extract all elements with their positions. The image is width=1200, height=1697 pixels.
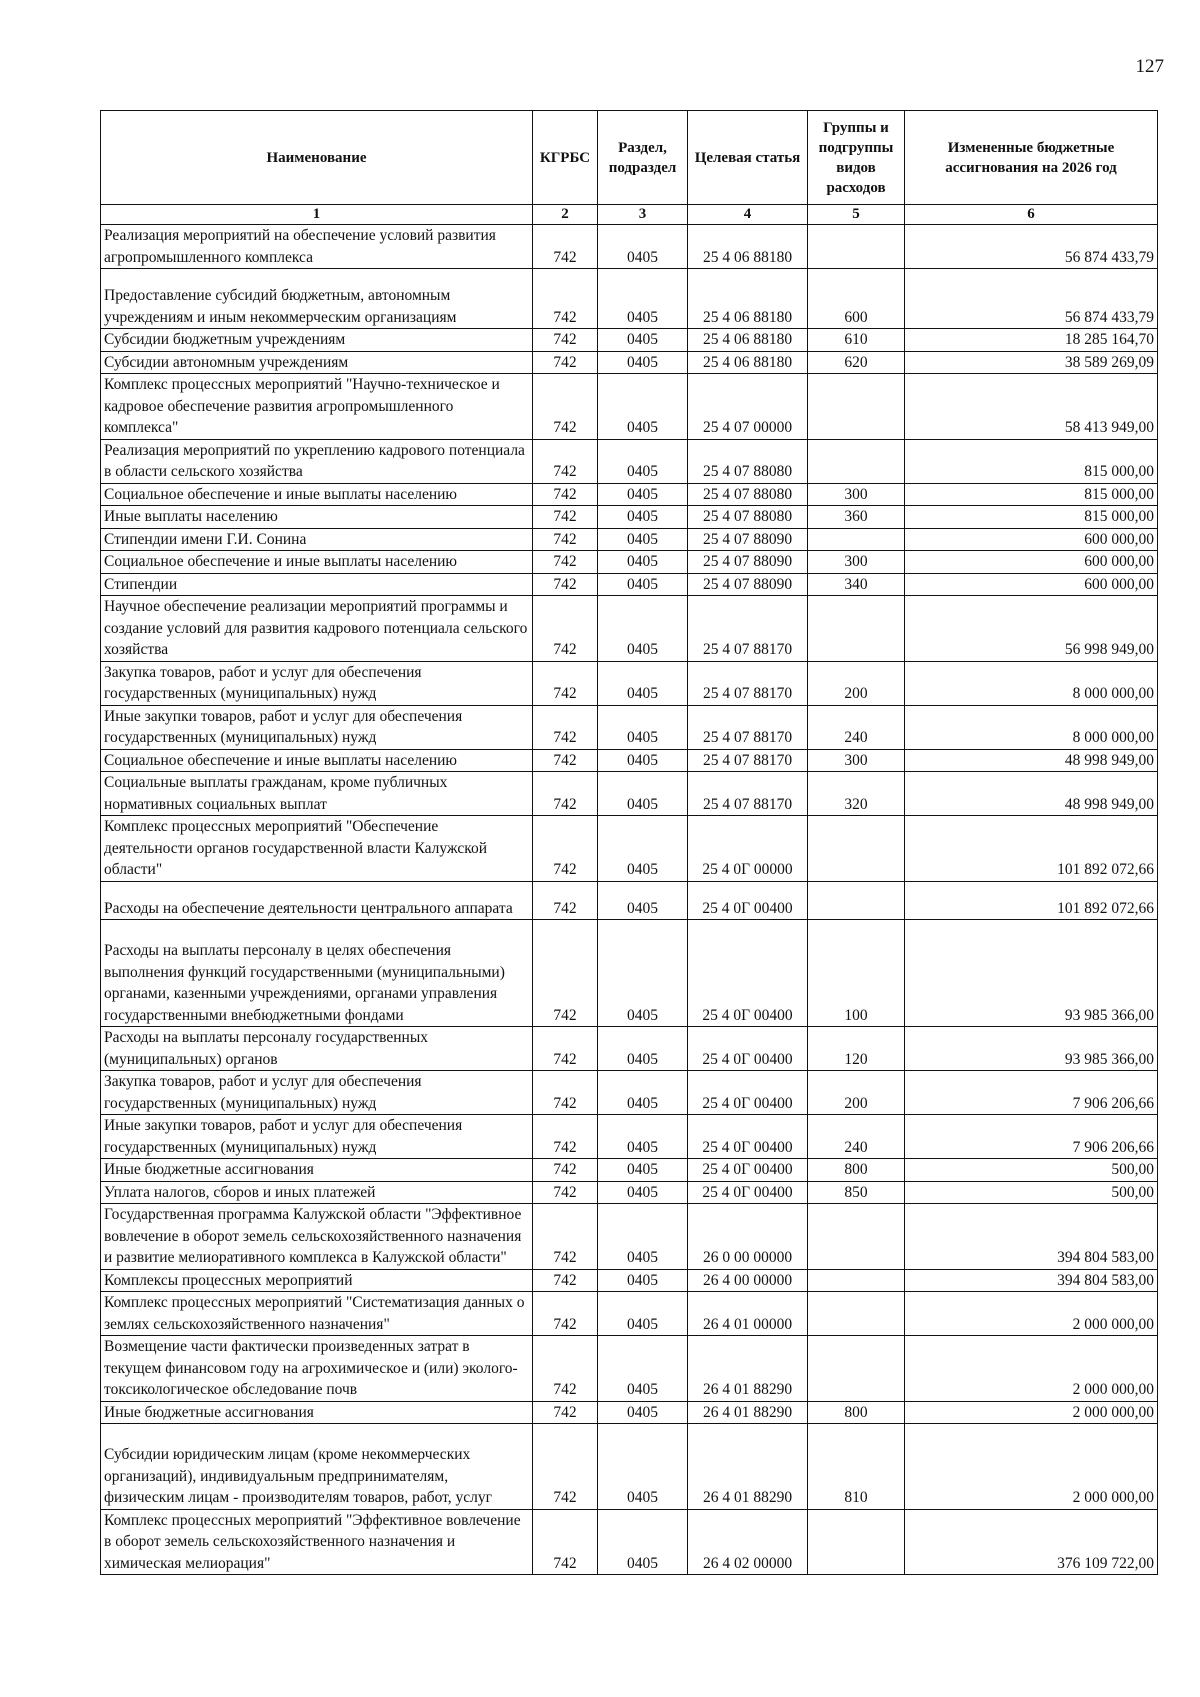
row-target: 26 4 01 88290 <box>688 1401 808 1424</box>
row-section: 0405 <box>598 661 688 705</box>
row-kgrbs: 742 <box>533 1181 598 1204</box>
row-kgrbs: 742 <box>533 573 598 596</box>
table-row <box>101 483 1158 506</box>
row-kgrbs: 742 <box>533 705 598 749</box>
row-section: 0405 <box>598 506 688 529</box>
row-group <box>808 881 905 920</box>
row-kgrbs: 742 <box>533 506 598 529</box>
row-name: Социальное обеспечение и иные выплаты населению <box>101 749 533 772</box>
row-amount: 38 589 269,09 <box>905 351 1158 374</box>
row-amount: 58 413 949,00 <box>905 374 1158 440</box>
table-row <box>101 1509 1158 1575</box>
row-target: 25 4 07 88170 <box>688 705 808 749</box>
table-row <box>101 329 1158 352</box>
row-group <box>808 1204 905 1270</box>
row-name: Субсидии автономным учреждениям <box>101 351 533 374</box>
row-group <box>808 225 905 269</box>
row-target: 26 0 00 00000 <box>688 1204 808 1270</box>
row-section: 0405 <box>598 528 688 551</box>
table-row <box>101 269 1158 329</box>
row-target: 25 4 06 88180 <box>688 225 808 269</box>
column-number: 2 <box>533 205 598 225</box>
table-row <box>101 596 1158 662</box>
row-kgrbs: 742 <box>533 772 598 816</box>
row-amount: 101 892 072,66 <box>905 816 1158 882</box>
row-section: 0405 <box>598 1292 688 1336</box>
row-amount: 101 892 072,66 <box>905 881 1158 920</box>
row-group: 800 <box>808 1159 905 1182</box>
row-amount: 7 906 206,66 <box>905 1115 1158 1159</box>
row-group: 340 <box>808 573 905 596</box>
row-name: Комплекс процессных мероприятий "Обеспечение деятельности органов государственной власти Калужской области" <box>101 816 533 882</box>
column-number: 4 <box>688 205 808 225</box>
row-section: 0405 <box>598 816 688 882</box>
row-amount: 394 804 583,00 <box>905 1204 1158 1270</box>
row-kgrbs: 742 <box>533 1115 598 1159</box>
row-group <box>808 596 905 662</box>
row-name: Стипендии имени Г.И. Сонина <box>101 528 533 551</box>
row-target: 25 4 07 88080 <box>688 506 808 529</box>
row-section: 0405 <box>598 1509 688 1575</box>
row-kgrbs: 742 <box>533 816 598 882</box>
table-body <box>101 225 1158 1575</box>
row-amount: 815 000,00 <box>905 483 1158 506</box>
row-target: 26 4 01 88290 <box>688 1424 808 1510</box>
column-number: 5 <box>808 205 905 225</box>
row-amount: 8 000 000,00 <box>905 661 1158 705</box>
row-amount: 815 000,00 <box>905 506 1158 529</box>
row-name: Государственная программа Калужской области "Эффективное вовлечение в оборот земель сельскохозяйственного назначения и развитие мелиоративного комплекса в Калужской области" <box>101 1204 533 1270</box>
row-target: 25 4 0Г 00400 <box>688 1027 808 1071</box>
row-kgrbs: 742 <box>533 1204 598 1270</box>
row-group <box>808 1269 905 1292</box>
row-amount: 56 998 949,00 <box>905 596 1158 662</box>
row-kgrbs: 742 <box>533 661 598 705</box>
header-groups: Группы и подгруппы видов расходов <box>808 111 905 205</box>
row-section: 0405 <box>598 351 688 374</box>
row-target: 25 4 07 88090 <box>688 528 808 551</box>
row-group <box>808 1292 905 1336</box>
row-target: 25 4 06 88180 <box>688 269 808 329</box>
row-section: 0405 <box>598 225 688 269</box>
row-kgrbs: 742 <box>533 1071 598 1115</box>
row-kgrbs: 742 <box>533 920 598 1027</box>
row-group: 240 <box>808 1115 905 1159</box>
row-target: 25 4 0Г 00000 <box>688 816 808 882</box>
page-number: 127 <box>1135 56 1164 77</box>
row-target: 26 4 01 00000 <box>688 1292 808 1336</box>
row-section: 0405 <box>598 1269 688 1292</box>
table-row <box>101 506 1158 529</box>
column-number: 1 <box>101 205 533 225</box>
row-kgrbs: 742 <box>533 225 598 269</box>
table-row <box>101 1071 1158 1115</box>
row-name: Иные выплаты населению <box>101 506 533 529</box>
row-name: Расходы на выплаты персоналу в целях обеспечения выполнения функций государственными (муниципальными) органами, казенными учреждениями, органами управления государственными внебюджетными фондами <box>101 920 533 1027</box>
row-name: Закупка товаров, работ и услуг для обеспечения государственных (муниципальных) нужд <box>101 661 533 705</box>
row-section: 0405 <box>598 1115 688 1159</box>
row-name: Субсидии юридическим лицам (кроме некоммерческих организаций), индивидуальным предпринимателям, физическим лицам - производителям товаров, работ, услуг <box>101 1424 533 1510</box>
row-group: 850 <box>808 1181 905 1204</box>
row-group: 200 <box>808 1071 905 1115</box>
row-name: Расходы на обеспечение деятельности центрального аппарата <box>101 881 533 920</box>
row-group: 300 <box>808 551 905 574</box>
row-group <box>808 439 905 483</box>
table-row <box>101 1269 1158 1292</box>
row-section: 0405 <box>598 1204 688 1270</box>
row-section: 0405 <box>598 1027 688 1071</box>
row-group: 610 <box>808 329 905 352</box>
row-kgrbs: 742 <box>533 483 598 506</box>
row-group: 120 <box>808 1027 905 1071</box>
row-section: 0405 <box>598 573 688 596</box>
row-name: Научное обеспечение реализации мероприятий программы и создание условий для развития кадрового потенциала сельского хозяйства <box>101 596 533 662</box>
row-amount: 376 109 722,00 <box>905 1509 1158 1575</box>
row-name: Комплекс процессных мероприятий "Систематизация данных о землях сельскохозяйственного назначения" <box>101 1292 533 1336</box>
row-name: Иные бюджетные ассигнования <box>101 1401 533 1424</box>
table-row <box>101 920 1158 1027</box>
row-section: 0405 <box>598 1424 688 1510</box>
column-number: 6 <box>905 205 1158 225</box>
row-group: 300 <box>808 749 905 772</box>
row-section: 0405 <box>598 772 688 816</box>
row-amount: 93 985 366,00 <box>905 920 1158 1027</box>
row-section: 0405 <box>598 1401 688 1424</box>
row-amount: 600 000,00 <box>905 528 1158 551</box>
row-target: 26 4 01 88290 <box>688 1336 808 1402</box>
row-group <box>808 1509 905 1575</box>
table-row <box>101 374 1158 440</box>
row-target: 25 4 06 88180 <box>688 351 808 374</box>
header-section: Раздел, подраздел <box>598 111 688 205</box>
table-row <box>101 551 1158 574</box>
row-name: Социальное обеспечение и иные выплаты населению <box>101 551 533 574</box>
row-group: 300 <box>808 483 905 506</box>
row-section: 0405 <box>598 1181 688 1204</box>
table-row <box>101 1204 1158 1270</box>
row-target: 25 4 0Г 00400 <box>688 1181 808 1204</box>
row-group: 600 <box>808 269 905 329</box>
row-name: Субсидии бюджетным учреждениям <box>101 329 533 352</box>
row-name: Комплекс процессных мероприятий "Эффективное вовлечение в оборот земель сельскохозяйственного назначения и химическая мелиорация" <box>101 1509 533 1575</box>
row-amount: 2 000 000,00 <box>905 1401 1158 1424</box>
row-kgrbs: 742 <box>533 374 598 440</box>
row-group: 100 <box>808 920 905 1027</box>
table-row <box>101 772 1158 816</box>
row-name: Стипендии <box>101 573 533 596</box>
row-name: Возмещение части фактически произведенных затрат в текущем финансовом году на агрохимическое и (или) эколого-токсикологическое обследование почв <box>101 1336 533 1402</box>
row-target: 26 4 00 00000 <box>688 1269 808 1292</box>
table-row <box>101 528 1158 551</box>
row-section: 0405 <box>598 269 688 329</box>
row-amount: 48 998 949,00 <box>905 749 1158 772</box>
row-target: 25 4 0Г 00400 <box>688 1159 808 1182</box>
row-kgrbs: 742 <box>533 439 598 483</box>
row-kgrbs: 742 <box>533 749 598 772</box>
row-section: 0405 <box>598 374 688 440</box>
table-row <box>101 439 1158 483</box>
row-target: 25 4 07 88170 <box>688 772 808 816</box>
row-kgrbs: 742 <box>533 1269 598 1292</box>
row-target: 25 4 07 88170 <box>688 749 808 772</box>
row-section: 0405 <box>598 329 688 352</box>
row-target: 25 4 07 88170 <box>688 661 808 705</box>
table-header-row <box>101 111 1158 205</box>
row-amount: 93 985 366,00 <box>905 1027 1158 1071</box>
row-kgrbs: 742 <box>533 1159 598 1182</box>
header-name: Наименование <box>101 111 533 205</box>
row-name: Социальные выплаты гражданам, кроме публичных нормативных социальных выплат <box>101 772 533 816</box>
table-row <box>101 1159 1158 1182</box>
row-group: 800 <box>808 1401 905 1424</box>
row-group: 620 <box>808 351 905 374</box>
row-target: 25 4 07 88090 <box>688 573 808 596</box>
row-name: Реализация мероприятий на обеспечение условий развития агропромышленного комплекса <box>101 225 533 269</box>
row-amount: 600 000,00 <box>905 573 1158 596</box>
row-section: 0405 <box>598 920 688 1027</box>
row-section: 0405 <box>598 439 688 483</box>
row-target: 25 4 07 88090 <box>688 551 808 574</box>
column-number: 3 <box>598 205 688 225</box>
table-row <box>101 816 1158 882</box>
row-name: Расходы на выплаты персоналу государственных (муниципальных) органов <box>101 1027 533 1071</box>
table-row <box>101 881 1158 920</box>
row-amount: 815 000,00 <box>905 439 1158 483</box>
row-target: 25 4 07 88170 <box>688 596 808 662</box>
table-row <box>101 573 1158 596</box>
row-name: Социальное обеспечение и иные выплаты населению <box>101 483 533 506</box>
row-amount: 7 906 206,66 <box>905 1071 1158 1115</box>
row-amount: 56 874 433,79 <box>905 269 1158 329</box>
row-name: Комплексы процессных мероприятий <box>101 1269 533 1292</box>
row-name: Реализация мероприятий по укреплению кадрового потенциала в области сельского хозяйства <box>101 439 533 483</box>
row-section: 0405 <box>598 1071 688 1115</box>
row-kgrbs: 742 <box>533 1027 598 1071</box>
column-number-row <box>101 205 1158 225</box>
row-target: 25 4 06 88180 <box>688 329 808 352</box>
row-name: Иные закупки товаров, работ и услуг для обеспечения государственных (муниципальных) нужд <box>101 1115 533 1159</box>
row-amount: 394 804 583,00 <box>905 1269 1158 1292</box>
table-row <box>101 351 1158 374</box>
row-section: 0405 <box>598 705 688 749</box>
row-target: 25 4 07 88080 <box>688 439 808 483</box>
row-name: Уплата налогов, сборов и иных платежей <box>101 1181 533 1204</box>
row-section: 0405 <box>598 1159 688 1182</box>
row-section: 0405 <box>598 483 688 506</box>
row-section: 0405 <box>598 1336 688 1402</box>
table-row <box>101 1115 1158 1159</box>
row-amount: 8 000 000,00 <box>905 705 1158 749</box>
row-section: 0405 <box>598 749 688 772</box>
row-name: Иные закупки товаров, работ и услуг для обеспечения государственных (муниципальных) нужд <box>101 705 533 749</box>
row-section: 0405 <box>598 881 688 920</box>
row-group <box>808 528 905 551</box>
row-amount: 500,00 <box>905 1181 1158 1204</box>
table-row <box>101 1424 1158 1510</box>
row-kgrbs: 742 <box>533 551 598 574</box>
row-kgrbs: 742 <box>533 528 598 551</box>
row-amount: 2 000 000,00 <box>905 1424 1158 1510</box>
header-amount: Измененные бюджетные ассигнования на 2026 год <box>905 111 1158 205</box>
row-target: 25 4 07 00000 <box>688 374 808 440</box>
table-row <box>101 661 1158 705</box>
row-group: 360 <box>808 506 905 529</box>
row-amount: 2 000 000,00 <box>905 1292 1158 1336</box>
budget-table <box>100 110 1158 1575</box>
row-amount: 600 000,00 <box>905 551 1158 574</box>
row-section: 0405 <box>598 596 688 662</box>
header-kgrbs: КГРБС <box>533 111 598 205</box>
row-name: Иные бюджетные ассигнования <box>101 1159 533 1182</box>
row-group <box>808 374 905 440</box>
row-kgrbs: 742 <box>533 596 598 662</box>
row-kgrbs: 742 <box>533 1336 598 1402</box>
row-kgrbs: 742 <box>533 1509 598 1575</box>
row-target: 25 4 07 88080 <box>688 483 808 506</box>
row-kgrbs: 742 <box>533 1401 598 1424</box>
row-kgrbs: 742 <box>533 351 598 374</box>
table-row <box>101 1401 1158 1424</box>
table-row <box>101 749 1158 772</box>
table-row <box>101 705 1158 749</box>
header-target: Целевая статья <box>688 111 808 205</box>
row-amount: 48 998 949,00 <box>905 772 1158 816</box>
row-group: 240 <box>808 705 905 749</box>
row-amount: 56 874 433,79 <box>905 225 1158 269</box>
row-target: 25 4 0Г 00400 <box>688 1115 808 1159</box>
row-target: 25 4 0Г 00400 <box>688 1071 808 1115</box>
row-kgrbs: 742 <box>533 329 598 352</box>
row-amount: 2 000 000,00 <box>905 1336 1158 1402</box>
table-row <box>101 1292 1158 1336</box>
row-group <box>808 816 905 882</box>
row-group: 320 <box>808 772 905 816</box>
row-kgrbs: 742 <box>533 269 598 329</box>
table-row <box>101 225 1158 269</box>
row-kgrbs: 742 <box>533 1424 598 1510</box>
row-amount: 18 285 164,70 <box>905 329 1158 352</box>
row-target: 25 4 0Г 00400 <box>688 881 808 920</box>
row-amount: 500,00 <box>905 1159 1158 1182</box>
row-name: Предоставление субсидий бюджетным, автономным учреждениям и иным некоммерческим организациям <box>101 269 533 329</box>
row-kgrbs: 742 <box>533 1292 598 1336</box>
row-section: 0405 <box>598 551 688 574</box>
row-target: 26 4 02 00000 <box>688 1509 808 1575</box>
row-group <box>808 1336 905 1402</box>
row-group: 200 <box>808 661 905 705</box>
row-kgrbs: 742 <box>533 881 598 920</box>
row-group: 810 <box>808 1424 905 1510</box>
table-row <box>101 1181 1158 1204</box>
table-row <box>101 1336 1158 1402</box>
table-row <box>101 1027 1158 1071</box>
row-target: 25 4 0Г 00400 <box>688 920 808 1027</box>
row-name: Закупка товаров, работ и услуг для обеспечения государственных (муниципальных) нужд <box>101 1071 533 1115</box>
row-name: Комплекс процессных мероприятий "Научно-техническое и кадровое обеспечение развития агропромышленного комплекса" <box>101 374 533 440</box>
